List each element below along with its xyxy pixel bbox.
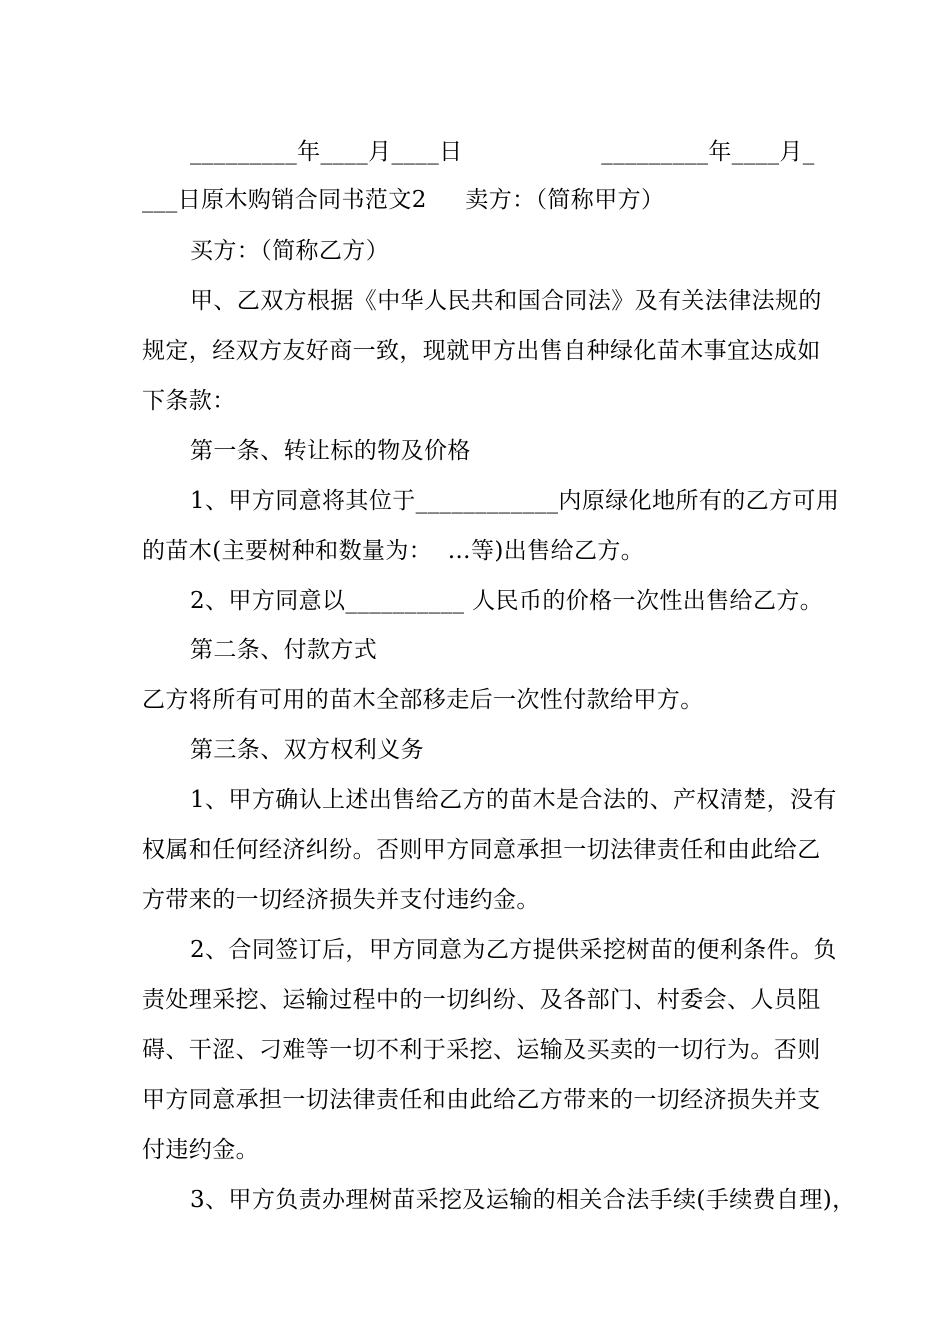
paragraph-line: 2、甲方同意以__________ 人民币的价格一次性出售给乙方。 <box>190 588 824 614</box>
paragraph-line: 的苗木(主要树种和数量为： …等)出售给乙方。 <box>142 538 645 564</box>
section-heading: 第三条、双方权利义务 <box>190 737 424 763</box>
paragraph-line: 碍、干涩、刁难等一切不利于采挖、运输及买卖的一切行为。否则 <box>142 1037 821 1063</box>
paragraph-line: 权属和任何经济纠纷。否则甲方同意承担一切法律责任和由此给乙 <box>142 837 821 863</box>
paragraph-line: 乙方将所有可用的苗木全部移走后一次性付款给甲方。 <box>142 687 704 713</box>
paragraph-line: 规定，经双方友好商一致，现就甲方出售自种绿化苗木事宜达成如 <box>142 338 821 364</box>
paragraph-line: 下条款： <box>142 388 236 414</box>
title-seller-line: ___日原木购销合同书范文2 卖方：（简称甲方） <box>142 187 665 213</box>
paragraph-line: 方带来的一切经济损失并支付违约金。 <box>142 887 540 913</box>
paragraph-line: 甲、乙双方根据《中华人民共和国合同法》及有关法律法规的 <box>190 288 822 314</box>
paragraph-line: 付违约金。 <box>142 1137 259 1163</box>
paragraph-line: 甲方同意承担一切法律责任和由此给乙方带来的一切经济损失并支 <box>142 1087 821 1113</box>
section-heading: 第一条、转让标的物及价格 <box>190 438 471 464</box>
paragraph-line: 3、甲方负责办理树苗采挖及运输的相关合法手续(手续费自理)， <box>190 1187 856 1213</box>
buyer-line: 买方：（简称乙方） <box>190 238 390 264</box>
paragraph-line: 1、甲方同意将其位于____________内原绿化地所有的乙方可用 <box>190 488 840 514</box>
section-heading: 第二条、付款方式 <box>190 637 378 663</box>
paragraph-line: 1、甲方确认上述出售给乙方的苗木是合法的、产权清楚，没有 <box>190 787 837 813</box>
date-line: _________年____月____日 _________年____月_ <box>190 139 815 165</box>
paragraph-line: 2、合同签订后，甲方同意为乙方提供采挖树苗的便利条件。负 <box>190 937 837 963</box>
paragraph-line: 责处理采挖、运输过程中的一切纠纷、及各部门、村委会、人员阻 <box>142 987 821 1013</box>
